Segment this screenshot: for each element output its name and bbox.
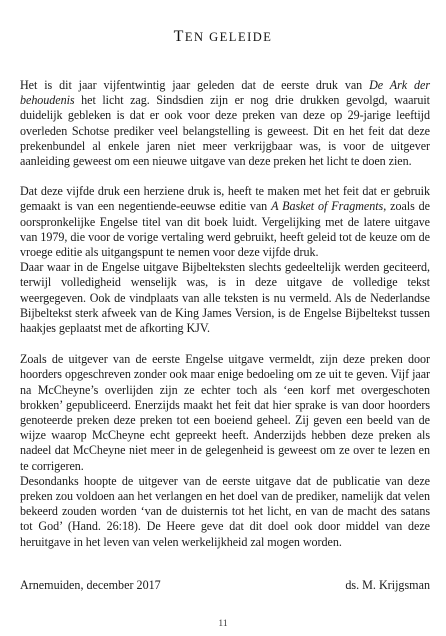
text-run: Dat deze vijfde druk een herziene druk is, heeft te maken met het feit dat er gebruik gemaakt is van een negentiende-eeuwse editie van xyxy=(20,184,430,214)
page-title xyxy=(0,28,446,46)
paragraph-5 xyxy=(20,474,430,550)
text-run: Zoals de uitgever van de eerste Engelse uitgave vermeldt, zijn deze preken door hoorders opgeschreven zonder ook maar enige bedoeling om ze uit te geven. Vijf jaar na McCheyne’s overlijden zijn ze echter toch als ‘een korf met overgeschoten brokken’ gepubliceerd. Enerzijds maakt het feit dat hier sprake is van door hoorders genoteerde preken deze preken tot een boeiend geheel. Zij geven een beeld van de wijze waarop McCheyne echt gepreekt heeft. Anderzijds hebben deze preken als nadeel dat McCheyne niet meer in de gelegenheid is geweest om ze over te lezen en te corrigeren. xyxy=(20,352,430,473)
italic-title: De Ark der behoudenis xyxy=(20,78,430,108)
text-run: Het is dit jaar vijfentwintig jaar geleden dat de eerste druk van xyxy=(20,78,370,92)
place-date: Arnemuiden, december 2017 xyxy=(20,578,161,592)
body-text xyxy=(20,78,430,550)
text-run: Daar waar in de Engelse uitgave Bijbelteksten slechts gedeeltelijk werden geciteerd, terwijl volledigheid wenselijk was, is in deze uitgave de volledige tekst weergegeven. Ook de vindplaats van alle teksten is nu vermeld. Als de Nederlandse Bijbeltekst sterk afweek van de King James Version, is de Engelse Bijbeltekst tussen haakjes geplaatst met de afkorting KJV. xyxy=(20,260,430,336)
title-initial: T xyxy=(173,28,185,45)
text-run: het licht zag. Sindsdien zijn er nog drie drukken gevolgd, waaruit duidelijk gebleken is dat er ook voor deze preken van deze op 29-jarige leeftijd overleden Schotse prediker veel belangstelling is geweest. Dit en het feit dat deze prekenbundel al enkele jaren niet meer verkrijgbaar was, is voor de uitgever aanleiding geweest om een nieuwe uitgave van deze preken het licht te doen zien. xyxy=(20,93,430,169)
paragraph-2 xyxy=(20,184,430,260)
paragraph-1 xyxy=(20,78,430,169)
author-name: ds. M. Krijgsman xyxy=(345,578,430,592)
paragraph-3 xyxy=(20,260,430,336)
italic-title: A Basket of Fragments xyxy=(271,199,384,214)
paragraph-4 xyxy=(20,352,430,474)
text-run: , zoals de oorspronkelijke Engelse titel van dit boek luidt. Vergelijking met de latere uitgave van 1979, die voor de vorige vertaling werd gebruikt, heeft geleid tot de keuze om de vroege editie als uitgangspunt te nemen voor deze vijfde druk. xyxy=(20,199,430,260)
page-number: 11 xyxy=(218,619,228,629)
signature-line xyxy=(20,578,430,593)
title-rest: EN GELEIDE xyxy=(184,30,273,44)
paragraph-gap xyxy=(20,336,430,352)
paragraph-gap xyxy=(20,169,430,184)
text-run: Desondanks hoopte de uitgever van de eerste uitgave dat de publicatie van deze preken zou voldoen aan het verlangen en het doel van de prediker, namelijk dat velen bekeerd zouden worden ‘van de duisternis tot het licht, en van de macht des satans tot God’ (Hand. 26:18). De Heere geve dat dit doel ook door middel van deze heruitgave in het leven van velen werkelijkheid zal mogen worden. xyxy=(20,473,430,549)
